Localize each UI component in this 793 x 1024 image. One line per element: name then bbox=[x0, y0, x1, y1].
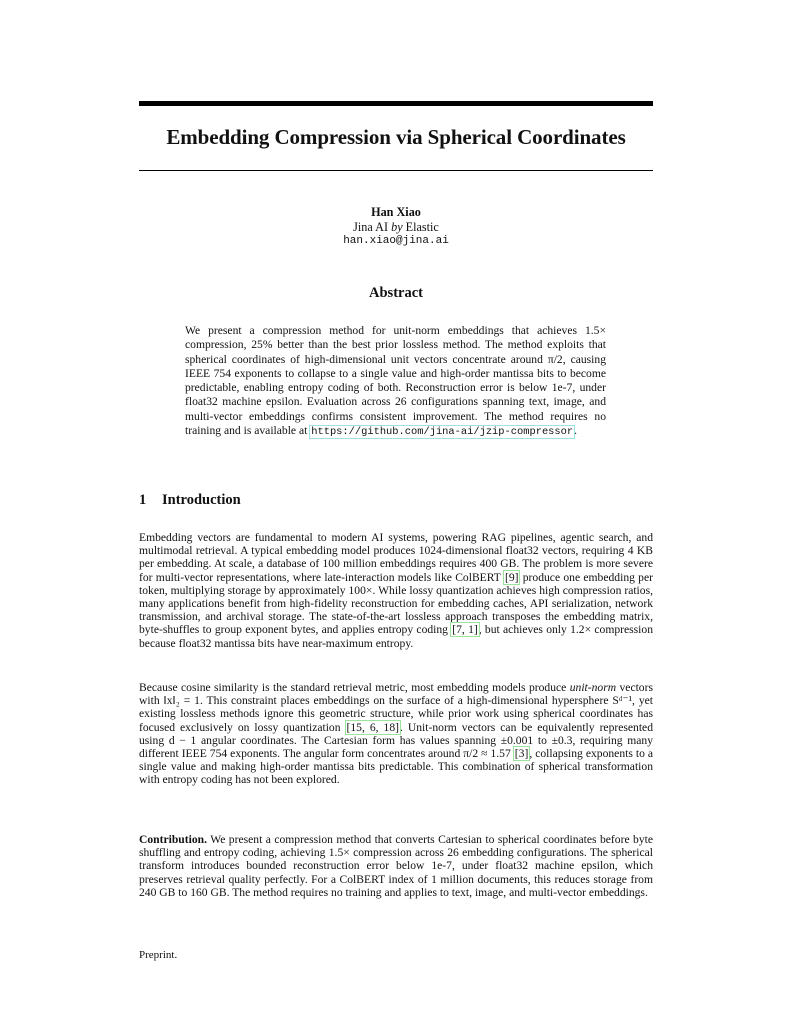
para-text: , but achieves only 1.2× compression because float32 mantissa bits have near-maximum entropy. bbox=[139, 623, 653, 650]
title-top-rule bbox=[139, 101, 653, 106]
contribution-label: Contribution. bbox=[139, 833, 207, 846]
affiliation-parent: Elastic bbox=[402, 219, 439, 234]
abstract-end: . bbox=[574, 424, 578, 438]
affiliation-org: Jina AI bbox=[353, 219, 392, 234]
para-text: vectors with ‖x‖₂ = 1. This constraint places embeddings on the surface of a high-dimensional hypersphere Sᵈ⁻¹, yet existing lossless methods ignore this geometric structure, while prior work using spherical coordinates has focused exclusively on lossy quantization bbox=[139, 681, 653, 734]
abstract-heading: Abstract bbox=[369, 285, 423, 301]
section-title: Introduction bbox=[162, 492, 241, 508]
affiliation-by: by bbox=[391, 219, 403, 234]
footer-note: Preprint. bbox=[139, 949, 178, 961]
intro-paragraph-2 bbox=[139, 681, 653, 787]
repo-link[interactable]: https://github.com/jina-ai/jzip-compressor bbox=[311, 426, 574, 439]
para-text: . Unit-norm vectors can be equivalently represented using d − 1 angular coordinates. The Cartesian form has values spanning ±0.001 to ±0.3, requiring many different IEEE 754 exponents. The angular form concentrates around π/2 ≈ 1.57 bbox=[139, 720, 653, 761]
title-bottom-rule bbox=[139, 170, 653, 171]
citation-link[interactable]: [15, 6, 18] bbox=[346, 720, 399, 734]
para-text: , collapsing exponents to a single value and making high-order mantissa bits predictable. This combination of spherical transformation with entropy coding has not been explored. bbox=[139, 747, 654, 787]
author-name: Han Xiao bbox=[371, 205, 421, 219]
citation-link[interactable]: [9] bbox=[504, 570, 519, 584]
abstract-body bbox=[185, 324, 606, 439]
contribution-paragraph bbox=[139, 833, 653, 899]
citation-link[interactable]: [7, 1] bbox=[452, 623, 478, 637]
para-text: We present a compression method that converts Cartesian to spherical coordinates before byte shuffling and entropy coding, achieving 1.5× compression across 26 embedding configurations. The spherical transform introduces bounded reconstruction error below 1e-7, under float32 machine epsilon, which preserves retrieval quality perfectly. For a ColBERT index of 1 million documents, this reduces storage from 240 GB to 160 GB. The method requires no training and applies to text, image, and multi-vector embeddings. bbox=[139, 833, 653, 899]
author-affiliation bbox=[139, 220, 653, 235]
paper-title: Embedding Compression via Spherical Coordinates bbox=[166, 125, 626, 149]
para-text: produce one embedding per token, multiplying storage by approximately 100×. While lossy quantization achieves high compression ratios, many applications benefit from high-fidelity reconstruction for embedding caches, API serialization, network transmission, and archival storage. The state-of-the-art lossless approach transposes the embedding matrix, byte-shuffles to group exponent bytes, and applies entropy coding bbox=[139, 570, 653, 637]
author-block bbox=[139, 205, 653, 249]
section-number: 1 bbox=[139, 492, 147, 508]
abstract-text: We present a compression method for unit-norm embeddings that achieves 1.5× compression, 25% better than the best prior lossless method. The method exploits that spherical coordinates of high-dimensional unit vectors concentrate around π/2, causing IEEE 754 exponents to collapse to a single value and high-order mantissa bits to become predictable, enabling entropy coding of both. Reconstruction error is below 1e-7, under float32 machine epsilon. Evaluation across 26 configurations spanning text, image, and multi-vector embeddings confirms consistent improvement. The method requires no training and is available at bbox=[185, 324, 606, 438]
section-heading bbox=[139, 492, 241, 509]
emphasis-text: unit-norm bbox=[569, 681, 617, 694]
para-text: Because cosine similarity is the standard retrieval metric, most embedding models produce bbox=[139, 681, 570, 694]
author-email[interactable]: han.xiao@jina.ai bbox=[343, 235, 449, 247]
para-text: Embedding vectors are fundamental to modern AI systems, powering RAG pipelines, agentic search, and multimodal retrieval. A typical embedding model produces 1024-dimensional float32 vectors, requiring 4 KB per embedding. At scale, a database of 100 million embeddings requires 400 GB. The problem is more severe for multi-vector representations, where late-interaction models like ColBERT bbox=[139, 531, 653, 584]
citation-link[interactable]: [3] bbox=[514, 747, 529, 761]
intro-paragraph-1 bbox=[139, 531, 653, 650]
